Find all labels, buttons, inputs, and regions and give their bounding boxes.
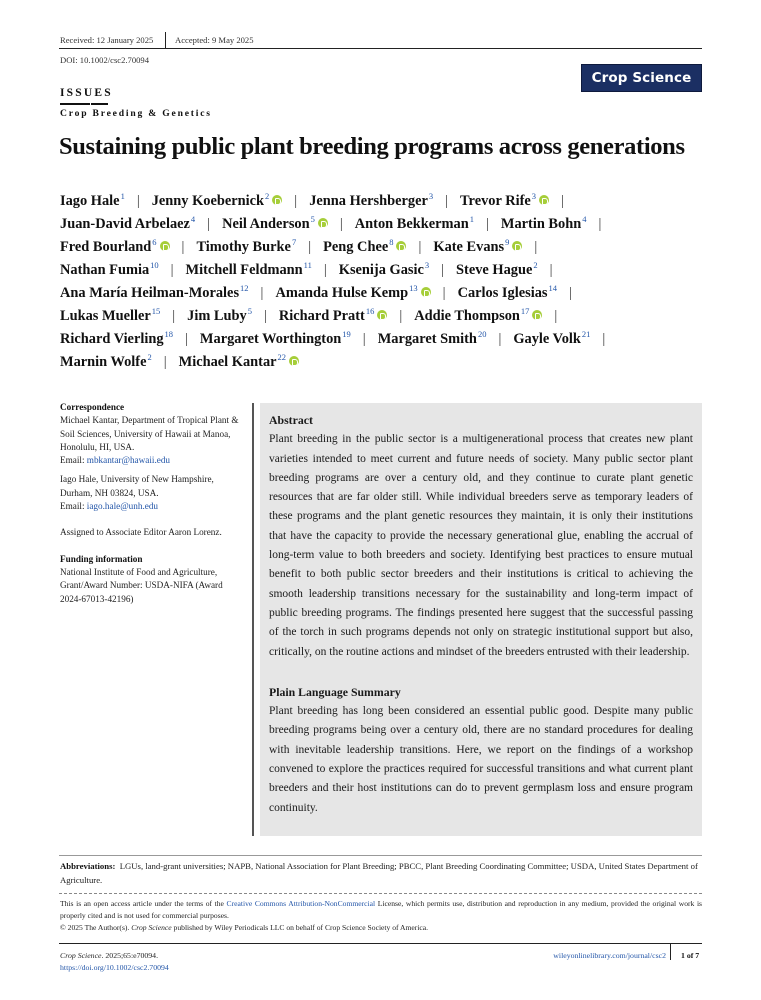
author-line bbox=[60, 282, 710, 305]
author bbox=[378, 331, 487, 347]
author-separator: | bbox=[418, 239, 422, 255]
author-name: Nathan Fumia bbox=[60, 262, 150, 278]
orcid-icon[interactable] bbox=[289, 356, 299, 366]
author bbox=[501, 216, 587, 232]
author-separator: | bbox=[136, 193, 140, 209]
plain-language-text: Plant breeding has long been considered an essential public good. Despite many public breeding programs being over a century old, there are no standard procedures for dealing with inevitable leadership transitions. Here, we report on the findings of a workshop convened to explore the practices required for successful transitions and what current plant breeders and their host institutions can do to prevent germplasm loss and ensure program continuity. bbox=[269, 705, 693, 814]
author-separator: | bbox=[441, 262, 445, 278]
affiliation-number[interactable]: 2 bbox=[147, 352, 152, 362]
affiliation-number[interactable]: 2 bbox=[265, 191, 270, 201]
author bbox=[186, 262, 312, 278]
footer-journal-name: Crop Science bbox=[60, 951, 102, 960]
author-separator: | bbox=[294, 193, 298, 209]
license-notice bbox=[60, 898, 702, 934]
affiliation-number[interactable]: 5 bbox=[310, 214, 315, 224]
affiliation-number[interactable]: 21 bbox=[581, 329, 591, 339]
license-pre: This is an open access article under the terms of the bbox=[60, 899, 227, 908]
author-name: Mitchell Feldmann bbox=[185, 262, 303, 278]
author-line bbox=[60, 259, 710, 282]
author bbox=[60, 216, 195, 232]
page-number: 1 of 7 bbox=[681, 951, 700, 960]
author-line bbox=[60, 213, 710, 236]
sidebar-info bbox=[60, 401, 245, 606]
author bbox=[60, 239, 170, 255]
author-name: Peng Chee bbox=[323, 239, 389, 255]
author bbox=[196, 239, 296, 255]
author bbox=[200, 331, 351, 347]
header-dates-bar bbox=[59, 33, 702, 49]
orcid-icon[interactable] bbox=[160, 241, 170, 251]
author bbox=[339, 262, 429, 278]
author-name: Trevor Rife bbox=[460, 193, 531, 209]
author-name: Addie Thompson bbox=[414, 308, 520, 324]
author bbox=[458, 285, 557, 301]
abbreviations-rule bbox=[59, 855, 702, 856]
author bbox=[60, 354, 152, 370]
license-post: License, which permits use, distribution and reproduction in any medium, provided the original work is properly cited and is not used for commercial purposes. bbox=[60, 899, 703, 920]
author-name: Martin Bohn bbox=[500, 216, 582, 232]
author-line bbox=[60, 305, 710, 328]
funding-heading: Funding information bbox=[60, 553, 143, 564]
author-separator: | bbox=[362, 331, 366, 347]
author-separator: | bbox=[172, 308, 176, 324]
abbreviations-label: Abbreviations: bbox=[60, 861, 116, 871]
author-line bbox=[60, 351, 710, 374]
affiliation-number[interactable]: 3 bbox=[424, 260, 430, 270]
abstract-box bbox=[260, 403, 702, 836]
author bbox=[414, 308, 542, 324]
footer-site-link[interactable]: wileyonlinelibrary.com/journal/csc2 bbox=[553, 951, 666, 960]
orcid-icon[interactable] bbox=[512, 241, 522, 251]
affiliation-number[interactable]: 13 bbox=[409, 283, 418, 293]
affiliation-number[interactable]: 20 bbox=[477, 329, 487, 339]
license-link[interactable]: Creative Commons Attribution-NonCommercial bbox=[226, 899, 376, 908]
author-name: Marnin Wolfe bbox=[60, 354, 147, 370]
author-list bbox=[60, 190, 710, 374]
affiliation-number[interactable]: 3 bbox=[428, 191, 434, 201]
author-separator: | bbox=[207, 216, 211, 232]
abbreviations bbox=[60, 860, 700, 887]
author-name: Jenny Koebernick bbox=[151, 193, 265, 209]
affiliation-number[interactable]: 18 bbox=[164, 329, 174, 339]
footer-rule bbox=[59, 943, 702, 944]
author bbox=[60, 331, 173, 347]
author-name: Steve Hague bbox=[456, 262, 533, 278]
author-name: Michael Kantar bbox=[178, 354, 277, 370]
author bbox=[60, 285, 249, 301]
author-name: Richard Pratt bbox=[278, 308, 365, 324]
footer-volume: . 2025;65:e70094. bbox=[101, 951, 159, 960]
author-separator: | bbox=[549, 262, 553, 278]
accepted-date: Accepted: 9 May 2025 bbox=[175, 35, 254, 45]
author-name: Kate Evans bbox=[433, 239, 505, 255]
affiliation-number[interactable]: 14 bbox=[548, 283, 558, 293]
author-name: Richard Vierling bbox=[60, 331, 164, 347]
affiliation-number[interactable]: 8 bbox=[389, 237, 394, 247]
author-name: Ana María Heilman-Morales bbox=[60, 285, 240, 301]
copyright-pre: © 2025 The Author(s). bbox=[60, 923, 132, 932]
author bbox=[60, 262, 159, 278]
abbreviations-text: LGUs, land-grant universities; NAPB, National Association for Plant Breeding; PBCC, Plant Breeding Coordinating Committee; USDA, United States Department of Agriculture. bbox=[60, 861, 698, 885]
author-line bbox=[60, 236, 710, 259]
author-name: Fred Bourland bbox=[60, 239, 152, 255]
author-separator: | bbox=[339, 216, 343, 232]
correspondence-block bbox=[60, 401, 245, 467]
funding-text: National Institute of Food and Agriculture, Grant/Award Number: USDA-NIFA (Award 2024-67013-42196) bbox=[60, 566, 223, 604]
author-name: Jim Luby bbox=[187, 308, 247, 324]
copyright-post: published by Wiley Periodicals LLC on behalf of Crop Science Society of America. bbox=[171, 923, 429, 932]
author bbox=[355, 216, 474, 232]
author bbox=[460, 193, 549, 209]
author-separator: | bbox=[569, 285, 572, 301]
email-link[interactable]: mbkantar@hawaii.edu bbox=[86, 455, 171, 466]
affiliation-number[interactable]: 1 bbox=[120, 191, 125, 201]
orcid-icon[interactable] bbox=[532, 310, 542, 320]
affiliation-number[interactable]: 7 bbox=[291, 237, 297, 247]
author-name: Lukas Mueller bbox=[60, 308, 151, 324]
affiliation-number[interactable]: 2 bbox=[533, 260, 538, 270]
subsection-label: Crop Breeding & Genetics bbox=[60, 108, 212, 119]
author-name: Gayle Volk bbox=[513, 331, 581, 347]
author-name: Anton Bekkerman bbox=[354, 216, 469, 232]
header-divider bbox=[165, 32, 166, 48]
orcid-icon[interactable] bbox=[377, 310, 387, 320]
funding-block bbox=[60, 553, 245, 606]
author-name: Timothy Burke bbox=[196, 239, 291, 255]
author-separator: | bbox=[534, 239, 538, 255]
author bbox=[279, 308, 387, 324]
dashed-divider bbox=[59, 893, 702, 894]
author bbox=[433, 239, 522, 255]
author-line bbox=[60, 328, 710, 351]
author-name: Juan-David Arbelaez bbox=[60, 216, 190, 232]
orcid-icon[interactable] bbox=[318, 218, 328, 228]
footer-divider bbox=[670, 943, 671, 960]
affiliation-number[interactable]: 10 bbox=[150, 260, 159, 270]
author-name: Ksenija Gasic bbox=[338, 262, 424, 278]
correspondence-block-2 bbox=[60, 473, 245, 513]
orcid-icon[interactable] bbox=[396, 241, 406, 251]
author bbox=[275, 285, 430, 301]
author bbox=[222, 216, 328, 232]
kicker-rule bbox=[60, 103, 90, 105]
article-title: Sustaining public plant breeding programs across generations bbox=[59, 133, 685, 160]
author-separator: | bbox=[263, 308, 267, 324]
affiliation-number[interactable]: 12 bbox=[240, 283, 249, 293]
doi-text: DOI: 10.1002/csc2.70094 bbox=[60, 55, 150, 65]
author-separator: | bbox=[498, 331, 502, 347]
footer-doi-link[interactable]: https://doi.org/10.1002/csc2.70094 bbox=[60, 963, 169, 972]
email-label: Email: bbox=[60, 501, 87, 512]
author bbox=[309, 193, 433, 209]
affiliation-number[interactable]: 3 bbox=[531, 191, 537, 201]
affiliation-number[interactable]: 1 bbox=[469, 214, 474, 224]
copyright-journal: Crop Science bbox=[131, 923, 172, 932]
affiliation-number[interactable]: 9 bbox=[505, 237, 510, 247]
column-divider bbox=[252, 403, 254, 836]
affiliation-number[interactable]: 22 bbox=[277, 352, 287, 362]
affiliation-number[interactable]: 19 bbox=[342, 329, 351, 339]
affiliation-number[interactable]: 15 bbox=[151, 306, 161, 316]
affiliation-number[interactable]: 5 bbox=[247, 306, 252, 316]
author bbox=[179, 354, 299, 370]
author-separator: | bbox=[170, 262, 174, 278]
kicker-rule bbox=[91, 103, 108, 105]
author-name: Iago Hale bbox=[60, 193, 120, 209]
author bbox=[60, 193, 125, 209]
author-separator: | bbox=[260, 285, 264, 301]
received-date: Received: 12 January 2025 bbox=[60, 35, 154, 45]
author-separator: | bbox=[598, 216, 602, 232]
correspondence-address-2: Iago Hale, University of New Hampshire, Durham, NH 03824, USA. bbox=[60, 474, 214, 498]
correspondence-heading: Correspondence bbox=[60, 402, 125, 412]
author-separator: | bbox=[185, 331, 188, 347]
journal-logo: Crop Science bbox=[581, 64, 702, 92]
author bbox=[187, 308, 252, 324]
affiliation-number[interactable]: 11 bbox=[303, 260, 312, 270]
author bbox=[60, 308, 160, 324]
author bbox=[456, 262, 538, 278]
author-separator: | bbox=[399, 308, 403, 324]
section-kicker: ISSUES bbox=[60, 87, 113, 99]
abstract-text: Plant breeding in the public sector is a multigenerational process that creates new plant varieties intended to meet current and future needs of society. Many public sector plant breeding programs are over a century old, and they continue to curate plant genetic resources that are far older still. While individual breeders serve as temporary leaders of these programs and the plant genetic resources they maintain, it is only their institutions that have the capacity to provide the necessary generational glue, enabling the accrual of long-term value to both breeders and society. Identifying best practices to ensure mutual benefit to both public sector breeders and their institutions is critical to achieving the smooth leadership transitions necessary for the sustainability and long-term impact of public breeding programs. The findings presented here suggest that the successful passing of the torch in such programs depends not only on strategic institutional support but also, critically, on the routine actions and mindset of the breeders entrusted with their leadership. bbox=[269, 433, 693, 658]
orcid-icon[interactable] bbox=[539, 195, 549, 205]
author-separator: | bbox=[323, 262, 327, 278]
author-separator: | bbox=[602, 331, 606, 347]
author-name: Amanda Hulse Kemp bbox=[275, 285, 409, 301]
author-separator: | bbox=[445, 193, 449, 209]
author-separator: | bbox=[308, 239, 312, 255]
associate-editor: Assigned to Associate Editor Aaron Lorenz. bbox=[60, 527, 222, 538]
orcid-icon[interactable] bbox=[272, 195, 282, 205]
author bbox=[323, 239, 406, 255]
email-link[interactable]: iago.hale@unh.edu bbox=[86, 501, 159, 512]
author bbox=[152, 193, 283, 209]
author-separator: | bbox=[163, 354, 167, 370]
author-separator: | bbox=[554, 308, 558, 324]
affiliation-number[interactable]: 17 bbox=[520, 306, 530, 316]
affiliation-number[interactable]: 4 bbox=[582, 214, 587, 224]
plain-language-heading: Plain Language Summary bbox=[269, 684, 401, 699]
correspondence-email-2 bbox=[60, 500, 245, 513]
author-separator: | bbox=[181, 239, 185, 255]
author-name: Carlos Iglesias bbox=[457, 285, 548, 301]
affiliation-number[interactable]: 6 bbox=[152, 237, 157, 247]
correspondence-email-1 bbox=[60, 454, 245, 467]
author-separator: | bbox=[561, 193, 564, 209]
email-label: Email: bbox=[60, 455, 87, 466]
correspondence-address-1: Michael Kantar, Department of Tropical Plant & Soil Sciences, University of Hawaii at Manoa, Honolulu, HI, USA. bbox=[60, 415, 239, 452]
footer-citation bbox=[60, 951, 158, 960]
author-separator: | bbox=[442, 285, 446, 301]
author-separator: | bbox=[485, 216, 489, 232]
affiliation-number[interactable]: 4 bbox=[190, 214, 196, 224]
author-name: Neil Anderson bbox=[222, 216, 310, 232]
author bbox=[513, 331, 590, 347]
author-name: Jenna Hershberger bbox=[309, 193, 428, 209]
abstract-heading: Abstract bbox=[269, 413, 313, 427]
author-name: Margaret Worthington bbox=[199, 331, 342, 347]
author-line bbox=[60, 190, 710, 213]
affiliation-number[interactable]: 16 bbox=[365, 306, 375, 316]
orcid-icon[interactable] bbox=[421, 287, 431, 297]
author-name: Margaret Smith bbox=[377, 331, 477, 347]
